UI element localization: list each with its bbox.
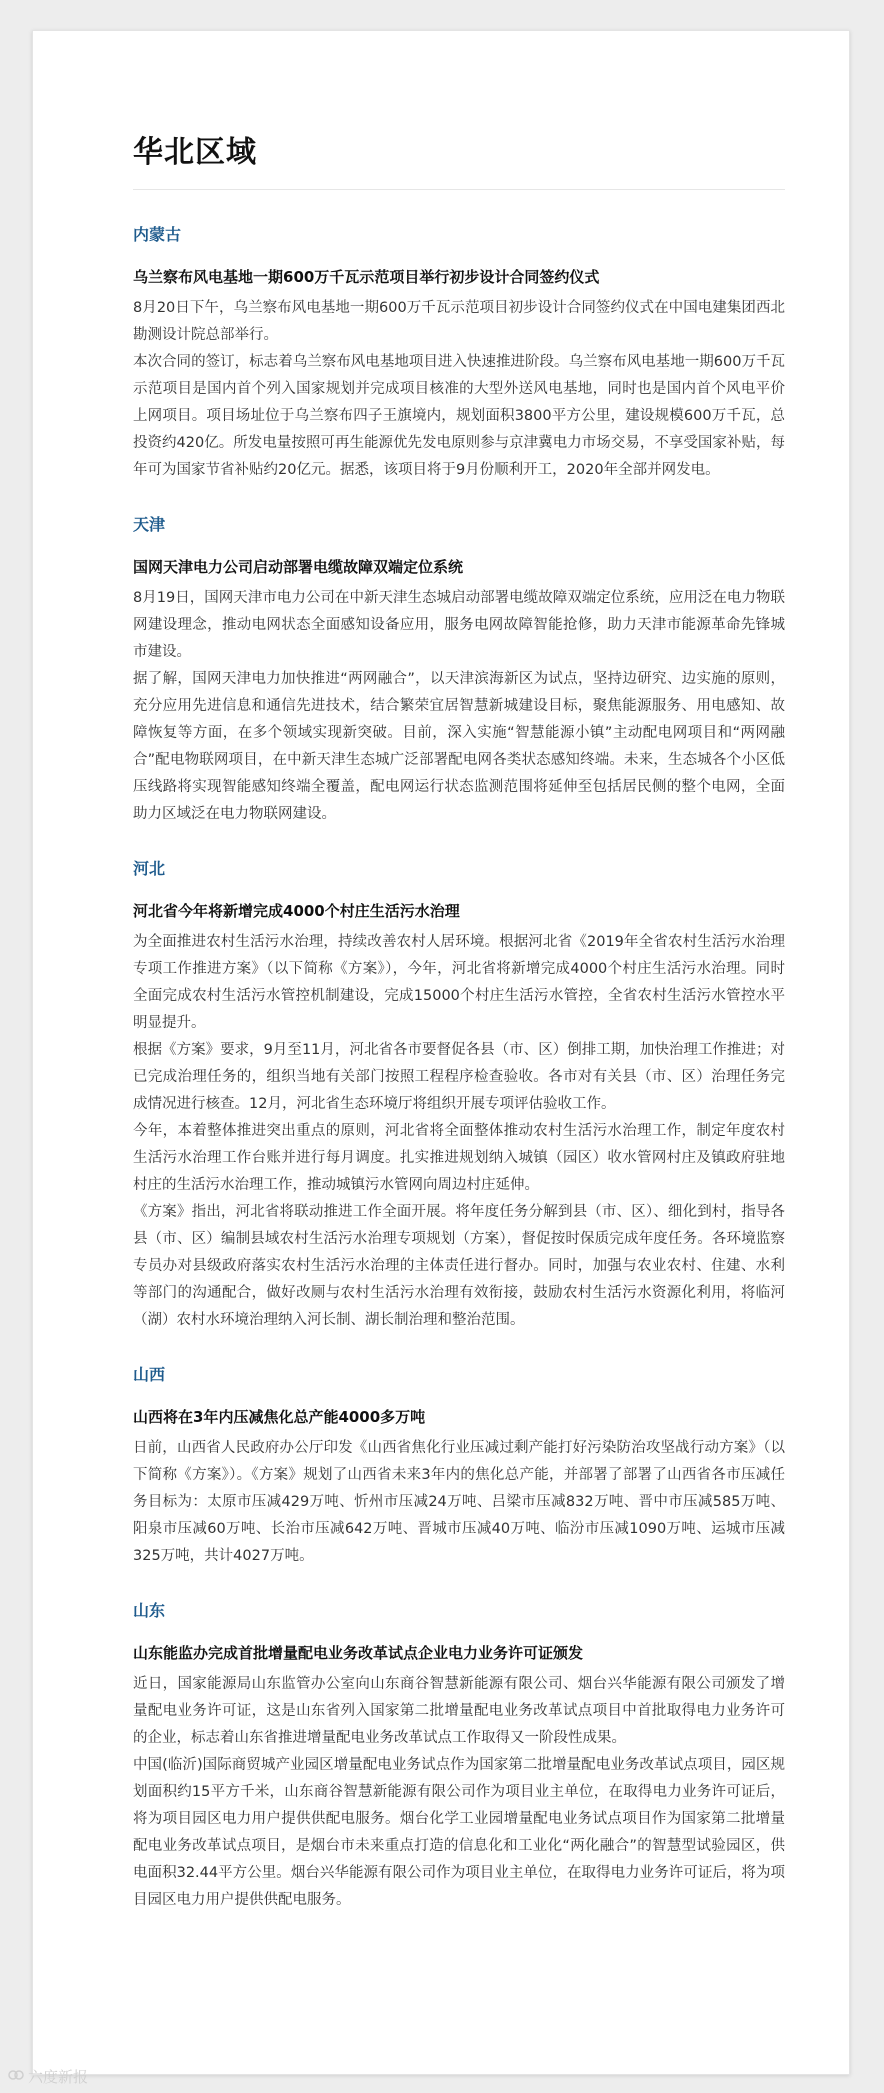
- article-title: 河北省今年将新增完成4000个村庄生活污水治理: [133, 902, 460, 920]
- article-title: 山东能监办完成首批增量配电业务改革试点企业电力业务许可证颁发: [133, 1644, 584, 1662]
- page-title: 华北区域: [133, 127, 785, 190]
- article-paragraph: 本次合同的签订，标志着乌兰察布风电基地项目进入快速推进阶段。乌兰察布风电基地一期600万千瓦示范项目是国内首个列入国家规划并完成项目核准的大型外送风电基地，同时也是国内首个风电平价上网项目。项目场址位于乌兰察布四子王旗境内，规划面积3800平方公里，建设规模600万千瓦，总投资约420亿。所发电量按照可再生能源优先发电原则参与京津冀电力市场交易，不享受国家补贴，每年可为国家节省补贴约20亿元。据悉，该项目将于9月份顺利开工，2020年全部并网发电。: [133, 354, 785, 478]
- article-paragraph: 《方案》指出，河北省将联动推进工作全面开展。将年度任务分解到县（市、区）、细化到村，指导各县（市、区）编制县域农村生活污水治理专项规划（方案），督促按时保质完成年度任务。各环境监察专员办对县级政府落实农村生活污水治理的主体责任进行督办。同时，加强与农业农村、住建、水利等部门的沟通配合，做好改厕与农村生活污水治理有效衔接，鼓励农村生活污水资源化利用，将临河（湖）农村水环境治理纳入河长制、湖长制治理和整治范围。: [133, 1204, 785, 1328]
- article-paragraph: 8月19日，国网天津市电力公司在中新天津生态城启动部署电缆故障双端定位系统，应用泛在电力物联网建设理念，推动电网状态全面感知设备应用，服务电网故障智能抢修，助力天津市能源革命先锋城市建设。: [133, 590, 785, 660]
- region-heading: 山西: [133, 1365, 166, 1384]
- article-title: 山西将在3年内压减焦化总产能4000多万吨: [133, 1408, 426, 1426]
- region-heading: 山东: [133, 1601, 166, 1620]
- watermark-text: 六度新报: [28, 2068, 89, 2086]
- region-heading: 天津: [133, 515, 166, 534]
- article-paragraph: 据了解，国网天津电力加快推进“两网融合”，以天津滨海新区为试点，坚持边研究、边实施的原则，充分应用先进信息和通信先进技术，结合繁荣宜居智慧新城建设目标，聚焦能源服务、用电感知、故障恢复等方面，在多个领域实现新突破。目前，深入实施“智慧能源小镇”主动配电网项目和“两网融合”配电物联网项目，在中新天津生态城广泛部署配电网各类状态感知终端。未来，生态城各个小区低压线路将实现智能感知终端全覆盖，配电网运行状态监测范围将延伸至包括居民侧的整个电网，全面助力区域泛在电力物联网建设。: [133, 671, 785, 822]
- article-paragraph: 中国(临沂)国际商贸城产业园区增量配电业务试点作为国家第二批增量配电业务改革试点项目，园区规划面积约15平方千米，山东商谷智慧新能源有限公司作为项目业主单位，在取得电力业务许可证后，将为项目园区电力用户提供供配电服务。烟台化学工业园增量配电业务试点项目作为国家第二批增量配电业务改革试点项目，是烟台市未来重点打造的信息化和工业化“两化融合”的智慧型试验园区，供电面积32.44平方公里。烟台兴华能源有限公司作为项目业主单位，在取得电力业务许可证后，将为项目园区电力用户提供供配电服务。: [133, 1757, 785, 1908]
- article-paragraph: 近日，国家能源局山东监管办公室向山东商谷智慧新能源有限公司、烟台兴华能源有限公司颁发了增量配电业务许可证，这是山东省列入国家第二批增量配电业务改革试点项目中首批取得电力业务许可的企业，标志着山东省推进增量配电业务改革试点工作取得又一阶段性成果。: [133, 1676, 785, 1746]
- article-card: [32, 30, 850, 2075]
- article-content: [133, 127, 785, 1914]
- region-heading: 内蒙古: [133, 225, 182, 244]
- article-paragraph: 8月20日下午，乌兰察布风电基地一期600万千瓦示范项目初步设计合同签约仪式在中国电建集团西北勘测设计院总部举行。: [133, 300, 785, 343]
- article-title: 乌兰察布风电基地一期600万千瓦示范项目举行初步设计合同签约仪式: [133, 268, 600, 286]
- article-paragraph: 日前，山西省人民政府办公厅印发《山西省焦化行业压减过剩产能打好污染防治攻坚战行动方案》（以下简称《方案》）。《方案》规划了山西省未来3年内的焦化总产能，并部署了部署了山西省各市压减任务目标为：太原市压减429万吨、忻州市压减24万吨、吕梁市压减832万吨、晋中市压减585万吨、阳泉市压减60万吨、长治市压减642万吨、晋城市压减40万吨、临汾市压减1090万吨、运城市压减325万吨，共计4027万吨。: [133, 1440, 785, 1564]
- article-paragraph: 根据《方案》要求，9月至11月，河北省各市要督促各县（市、区）倒排工期，加快治理工作推进；对已完成治理任务的，组织当地有关部门按照工程程序检查验收。各市对有关县（市、区）治理任务完成情况进行核查。12月，河北省生态环境厅将组织开展专项评估验收工作。: [133, 1042, 785, 1112]
- watermark-logo-icon: [8, 2068, 24, 2086]
- article-paragraph: 为全面推进农村生活污水治理，持续改善农村人居环境。根据河北省《2019年全省农村生活污水治理专项工作推进方案》（以下简称《方案》），今年，河北省将新增完成4000个村庄生活污水治理。同时全面完成农村生活污水管控机制建设，完成15000个村庄生活污水管控，全省农村生活污水管控水平明显提升。: [133, 934, 785, 1031]
- watermark: [8, 2066, 88, 2087]
- article-title: 国网天津电力公司启动部署电缆故障双端定位系统: [133, 558, 464, 576]
- region-heading: 河北: [133, 859, 166, 878]
- sections-container: [133, 222, 785, 1914]
- article-paragraph: 今年，本着整体推进突出重点的原则，河北省将全面整体推动农村生活污水治理工作，制定年度农村生活污水治理工作台账并进行每月调度。扎实推进规划纳入城镇（园区）收水管网村庄及镇政府驻地村庄的生活污水治理工作，推动城镇污水管网向周边村庄延伸。: [133, 1123, 785, 1193]
